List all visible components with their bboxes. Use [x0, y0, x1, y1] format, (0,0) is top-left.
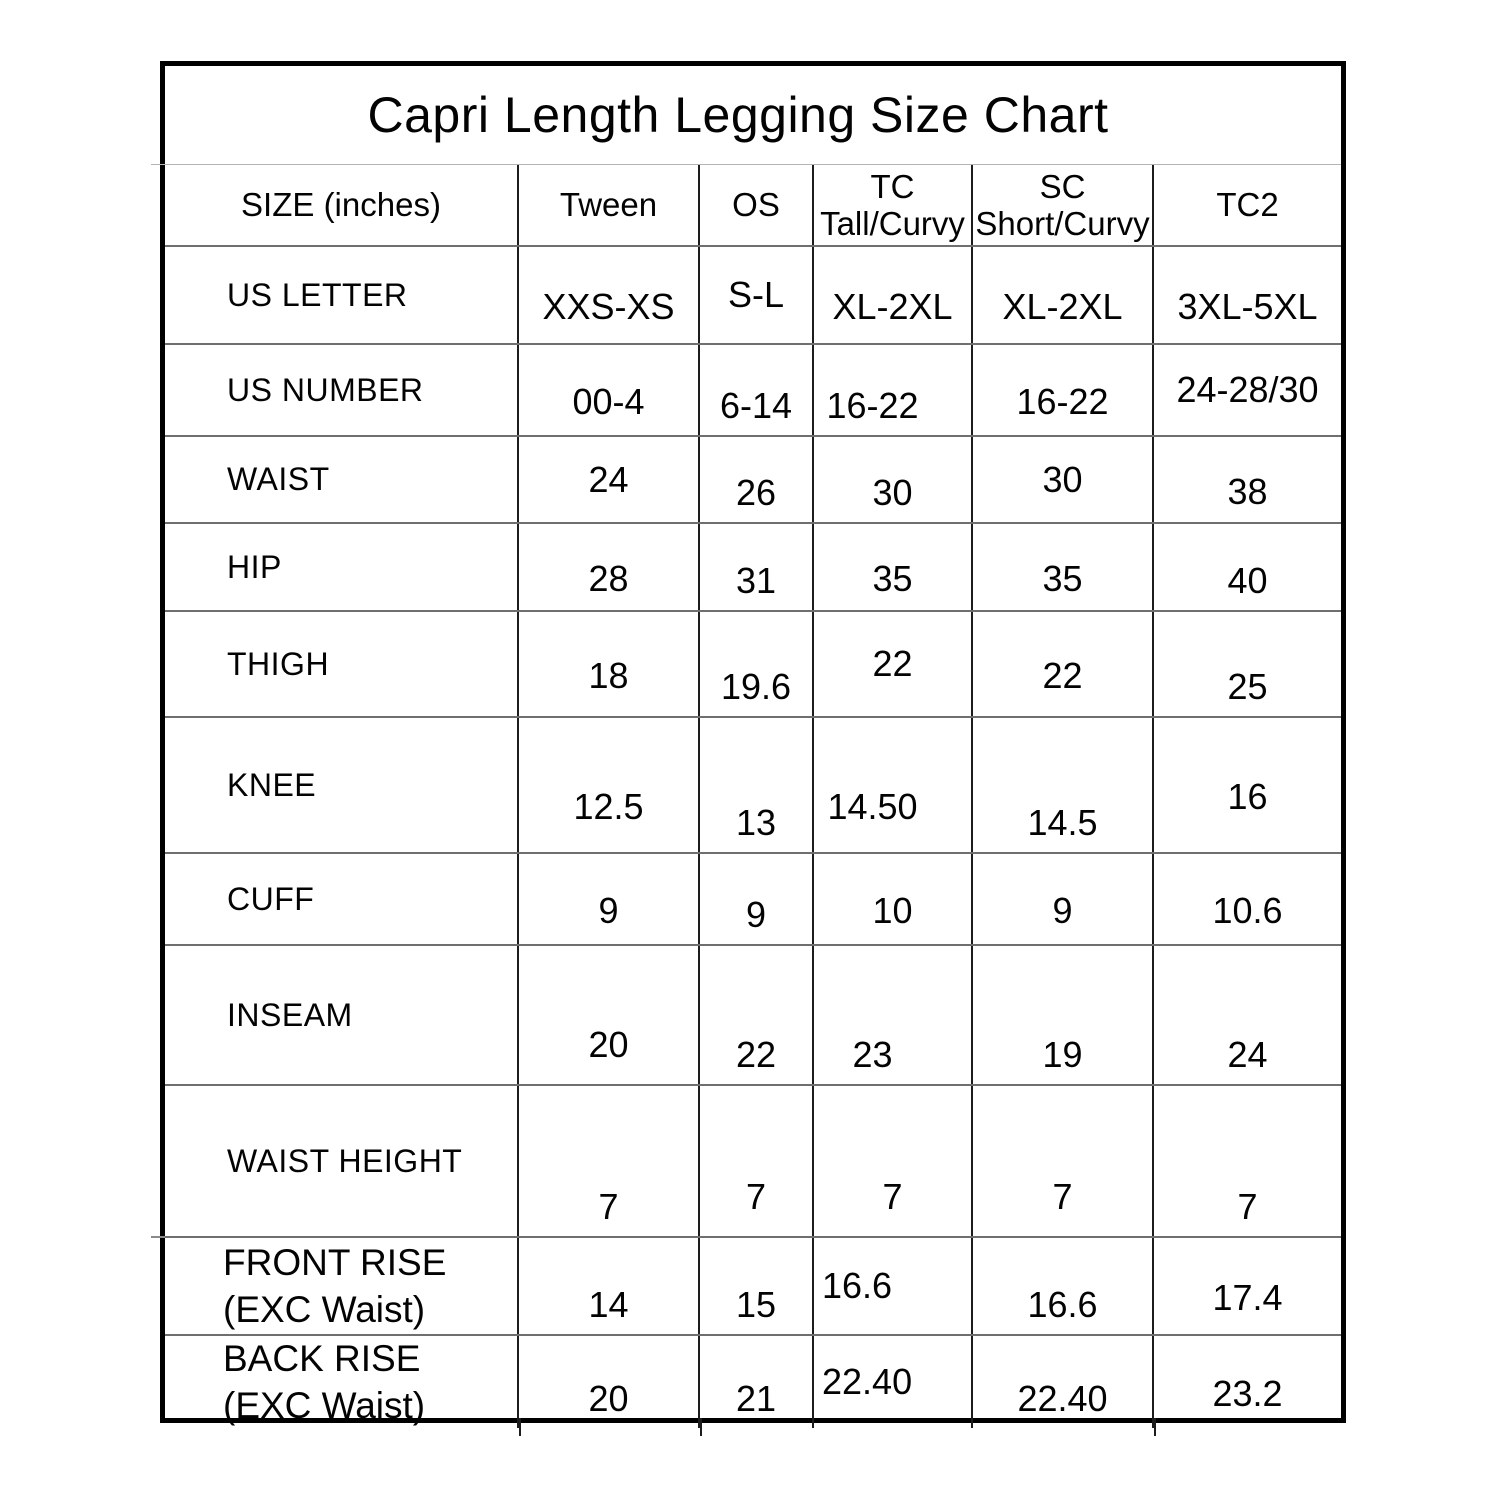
cell-value: 26 — [735, 472, 777, 513]
chart-title-row — [165, 66, 1341, 165]
cell-hip-tc — [814, 524, 973, 610]
row-label-back-rise — [165, 1336, 519, 1428]
cell-value: 7 — [1052, 1176, 1073, 1217]
cell-value: 10.6 — [1212, 890, 1283, 931]
row-label-inseam — [165, 946, 519, 1084]
cell-value: XL-2XL — [832, 286, 953, 327]
cell-cuff-tc2 — [1154, 854, 1341, 944]
gridline-stub — [1154, 1418, 1156, 1436]
cell-hip-tc2 — [1154, 524, 1341, 610]
cell-value: 7 — [598, 1186, 619, 1227]
cell-knee-tween — [519, 718, 700, 852]
cell-value: 23.2 — [1212, 1373, 1283, 1414]
cell-waist-height-tc — [814, 1086, 973, 1236]
cell-hip-tween — [519, 524, 700, 610]
cell-value: 21 — [735, 1378, 777, 1419]
header-label: SIZE (inches) — [241, 186, 441, 223]
table-row-waist — [165, 437, 1341, 524]
cell-us-letter-sc — [973, 247, 1154, 343]
row-label: WAIST HEIGHT — [227, 1142, 463, 1179]
row-label-thigh — [165, 612, 519, 716]
header-label: TC2 — [1216, 186, 1279, 223]
cell-waist-tc2 — [1154, 437, 1341, 522]
cell-value: 14.50 — [827, 786, 918, 827]
row-label-front-rise — [165, 1238, 519, 1334]
cell-value: 25 — [1227, 666, 1268, 707]
cell-cuff-os — [700, 854, 814, 944]
row-label-hip — [165, 524, 519, 610]
size-chart-table — [160, 61, 1346, 1426]
cell-value: 22.40 — [1017, 1378, 1108, 1419]
cell-inseam-tc — [814, 946, 973, 1084]
header-label: Tween — [559, 186, 658, 223]
cell-value: 00-4 — [572, 381, 645, 422]
cell-value: 9 — [745, 894, 767, 935]
cell-value: 35 — [1042, 558, 1083, 599]
cell-front-rise-tc — [814, 1238, 973, 1334]
cell-hip-sc — [973, 524, 1154, 610]
row-label: US LETTER — [227, 276, 408, 313]
header-os — [700, 165, 814, 245]
table-row-cuff — [165, 854, 1341, 946]
cell-thigh-os — [700, 612, 814, 716]
header-label: TC — [870, 168, 915, 205]
cell-value: 40 — [1227, 560, 1268, 601]
cell-value: 18 — [588, 655, 629, 696]
cell-value: 16-22 — [826, 385, 919, 426]
cell-value: 13 — [735, 802, 777, 843]
cell-value: 20 — [588, 1024, 629, 1065]
cell-value: 22 — [872, 643, 913, 684]
cell-value: S-L — [727, 274, 785, 315]
row-label: INSEAM — [227, 996, 353, 1033]
row-label-waist — [165, 437, 519, 522]
cell-value: XXS-XS — [542, 286, 675, 327]
cell-value: 9 — [598, 890, 619, 931]
cell-waist-height-tween — [519, 1086, 700, 1236]
cell-value: 3XL-5XL — [1177, 286, 1318, 327]
cell-value: 23 — [852, 1034, 893, 1075]
cell-us-letter-tc — [814, 247, 973, 343]
cell-knee-tc — [814, 718, 973, 852]
cell-value: 20 — [588, 1378, 629, 1419]
cell-front-rise-os — [700, 1238, 814, 1334]
row-label: FRONT RISE — [223, 1242, 447, 1283]
cell-value: 10 — [872, 890, 913, 931]
cell-us-number-sc — [973, 345, 1154, 435]
cell-front-rise-tween — [519, 1238, 700, 1334]
cell-inseam-sc — [973, 946, 1154, 1084]
cell-us-number-tween — [519, 345, 700, 435]
row-sublabel: (EXC Waist) — [223, 1385, 426, 1426]
cell-value: 16 — [1227, 776, 1268, 817]
header-sc — [973, 165, 1154, 245]
cell-us-number-tc — [814, 345, 973, 435]
row-label-knee — [165, 718, 519, 852]
cell-value: 35 — [872, 558, 913, 599]
row-label-us-number — [165, 345, 519, 435]
cell-value: 19.6 — [720, 666, 792, 707]
cell-waist-height-os — [700, 1086, 814, 1236]
row-label: THIGH — [227, 645, 330, 682]
header-sublabel: Short/Curvy — [975, 205, 1150, 242]
cell-thigh-tc — [814, 612, 973, 716]
cell-waist-sc — [973, 437, 1154, 522]
page-title: Capri Length Legging Size Chart — [367, 87, 1109, 143]
cell-back-rise-sc — [973, 1336, 1154, 1428]
cell-thigh-tc2 — [1154, 612, 1341, 716]
row-label: KNEE — [227, 766, 317, 803]
cell-value: 24 — [588, 458, 629, 500]
row-label: WAIST — [227, 461, 330, 497]
row-label: CUFF — [227, 880, 315, 917]
cell-front-rise-sc — [973, 1238, 1154, 1334]
cell-back-rise-tc — [814, 1336, 973, 1428]
row-label: US NUMBER — [227, 371, 424, 408]
cell-value: 19 — [1042, 1034, 1083, 1075]
cell-us-letter-tc2 — [1154, 247, 1341, 343]
cell-value: 22 — [735, 1034, 777, 1075]
row-label: BACK RISE — [223, 1338, 421, 1379]
header-sublabel: Tall/Curvy — [820, 205, 965, 242]
cell-knee-tc2 — [1154, 718, 1341, 852]
gridline-stub — [519, 1418, 521, 1436]
cell-value: 38 — [1227, 470, 1268, 512]
cell-value: 14.5 — [1027, 802, 1098, 843]
cell-value: 12.5 — [573, 786, 644, 827]
cell-inseam-tc2 — [1154, 946, 1341, 1084]
table-header-row — [165, 165, 1341, 247]
table-row-back-rise — [165, 1336, 1341, 1428]
table-row-hip — [165, 524, 1341, 612]
cell-front-rise-tc2 — [1154, 1238, 1341, 1334]
cell-value: 16.6 — [1027, 1284, 1098, 1325]
cell-value: 28 — [588, 558, 629, 599]
row-label: HIP — [227, 548, 282, 585]
left-edge-tick — [151, 164, 165, 165]
cell-value: 31 — [735, 560, 777, 601]
table-row-front-rise — [165, 1238, 1341, 1336]
table-row-waist-height — [165, 1086, 1341, 1238]
cell-value: 16-22 — [1016, 381, 1109, 422]
cell-cuff-sc — [973, 854, 1154, 944]
cell-value: 16.6 — [822, 1265, 893, 1306]
table-row-thigh — [165, 612, 1341, 718]
cell-knee-sc — [973, 718, 1154, 852]
cell-waist-tc — [814, 437, 973, 522]
row-label-us-letter — [165, 247, 519, 343]
header-label: SC — [1039, 168, 1086, 205]
row-label-waist-height — [165, 1086, 519, 1236]
cell-value: XL-2XL — [1002, 286, 1123, 327]
cell-waist-os — [700, 437, 814, 522]
row-sublabel: (EXC Waist) — [223, 1289, 426, 1330]
header-tc — [814, 165, 973, 245]
cell-value: 22.40 — [822, 1361, 913, 1402]
cell-value: 9 — [1052, 890, 1073, 931]
cell-value: 7 — [745, 1176, 767, 1217]
cell-value: 24 — [1227, 1034, 1268, 1075]
cell-us-number-tc2 — [1154, 345, 1341, 435]
cell-back-rise-tween — [519, 1336, 700, 1428]
cell-waist-height-tc2 — [1154, 1086, 1341, 1236]
left-edge-tick — [151, 1236, 165, 1238]
table-row-us-number — [165, 345, 1341, 437]
cell-us-letter-os — [700, 247, 814, 343]
header-tc2 — [1154, 165, 1341, 245]
cell-waist-tween — [519, 437, 700, 522]
table-row-us-letter — [165, 247, 1341, 345]
cell-us-number-os — [700, 345, 814, 435]
cell-value: 14 — [588, 1284, 629, 1325]
row-label-cuff — [165, 854, 519, 944]
table-row-knee — [165, 718, 1341, 854]
cell-inseam-os — [700, 946, 814, 1084]
cell-hip-os — [700, 524, 814, 610]
cell-value: 7 — [1237, 1186, 1258, 1227]
cell-value: 30 — [1042, 458, 1083, 500]
table-row-inseam — [165, 946, 1341, 1086]
header-label: OS — [732, 186, 780, 223]
cell-thigh-sc — [973, 612, 1154, 716]
cell-waist-height-sc — [973, 1086, 1154, 1236]
cell-thigh-tween — [519, 612, 700, 716]
cell-cuff-tween — [519, 854, 700, 944]
cell-back-rise-os — [700, 1336, 814, 1428]
cell-back-rise-tc2 — [1154, 1336, 1341, 1428]
cell-knee-os — [700, 718, 814, 852]
cell-value: 22 — [1042, 655, 1083, 696]
cell-value: 24-28/30 — [1176, 369, 1319, 410]
cell-inseam-tween — [519, 946, 700, 1084]
cell-value: 15 — [735, 1284, 777, 1325]
cell-cuff-tc — [814, 854, 973, 944]
cell-us-letter-tween — [519, 247, 700, 343]
cell-value: 6-14 — [719, 385, 793, 426]
cell-value: 30 — [872, 472, 913, 513]
cell-value: 7 — [882, 1176, 903, 1217]
cell-value: 17.4 — [1212, 1277, 1283, 1318]
header-size-inches — [165, 165, 519, 245]
gridline-stub — [700, 1418, 702, 1436]
header-tween — [519, 165, 700, 245]
